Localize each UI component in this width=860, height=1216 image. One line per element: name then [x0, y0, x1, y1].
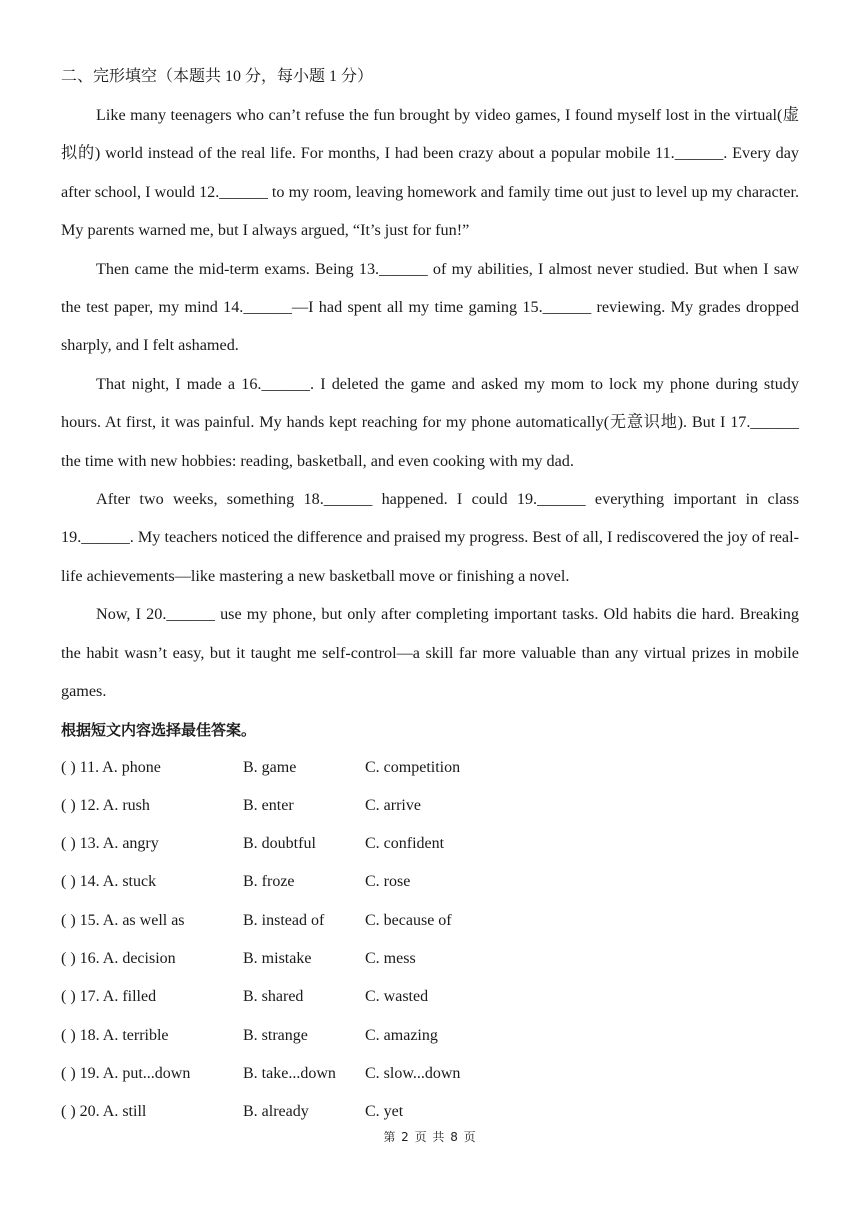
question-row	[61, 978, 799, 1016]
question-option-a: ( ) 16. A. decision	[61, 949, 176, 967]
question-option-c: C. wasted	[365, 988, 429, 1006]
instructions: 根据短文内容选择最佳答案。	[61, 720, 257, 739]
question-option-c: C. competition	[365, 758, 461, 776]
question-option-b: B. game	[243, 758, 297, 776]
question-option-a: ( ) 13. A. angry	[61, 835, 159, 853]
question-option-b: B. enter	[243, 796, 294, 814]
passage-paragraph: Like many teenagers who can’t refuse the fun brought by video games, I found myself lost in the virtual(虚拟的) world instead of the real life. For months, I had been crazy about a popular mobile 11.______. Every day after school, I would 12.______ to my room, leaving homework and family time out just to level up my character. My parents warned me, but I always argued, “It’s just for fun!”	[61, 106, 799, 240]
exam-page	[61, 58, 799, 1131]
question-option-a: ( ) 12. A. rush	[61, 796, 150, 814]
question-row	[61, 787, 799, 825]
question-option-a: ( ) 15. A. as well as	[61, 911, 185, 929]
question-option-a: ( ) 20. A. still	[61, 1103, 147, 1121]
question-option-a: ( ) 11. A. phone	[61, 758, 161, 776]
question-option-a: ( ) 14. A. stuck	[61, 873, 157, 891]
question-row	[61, 902, 799, 940]
question-option-b: B. froze	[243, 873, 295, 891]
question-row	[61, 749, 799, 787]
question-row	[61, 863, 799, 901]
section-title: 二、完形填空（本题共 10 分，每小题 1 分）	[61, 68, 374, 85]
question-option-b: B. doubtful	[243, 835, 316, 853]
question-option-c: C. because of	[365, 911, 452, 929]
passage	[61, 96, 799, 711]
page-number-footer: 第 2 页 共 8 页	[383, 1130, 477, 1144]
question-option-c: C. slow...down	[365, 1064, 461, 1082]
question-option-c: C. yet	[365, 1103, 404, 1121]
passage-paragraph: Now, I 20.______ use my phone, but only after completing important tasks. Old habits die hard. Breaking the habit wasn’t easy, but it taught me self-control—a skill far more valuable than any virtual prizes in mobile games.	[61, 605, 799, 701]
question-row	[61, 940, 799, 978]
question-option-c: C. arrive	[365, 796, 421, 814]
question-row	[61, 825, 799, 863]
question-list	[61, 749, 799, 1132]
question-option-b: B. already	[243, 1103, 309, 1121]
passage-paragraph: After two weeks, something 18.______ happened. I could 19.______ everything important in class 19.______. My teachers noticed the difference and praised my progress. Best of all, I rediscovered the joy of real-life achievements—like mastering a new basketball move or finishing a novel.	[61, 490, 799, 585]
question-option-c: C. confident	[365, 835, 445, 853]
question-option-a: ( ) 18. A. terrible	[61, 1026, 169, 1044]
question-row	[61, 1017, 799, 1055]
question-option-b: B. instead of	[243, 911, 325, 929]
question-option-b: B. mistake	[243, 949, 312, 967]
question-option-a: ( ) 17. A. filled	[61, 988, 157, 1006]
question-row	[61, 1093, 799, 1131]
question-option-b: B. shared	[243, 988, 304, 1006]
question-option-c: C. amazing	[365, 1026, 438, 1044]
question-option-c: C. rose	[365, 873, 411, 891]
question-option-c: C. mess	[365, 949, 416, 967]
question-option-b: B. take...down	[243, 1064, 336, 1082]
passage-paragraph: Then came the mid-term exams. Being 13.______ of my abilities, I almost never studied. But when I saw the test paper, my mind 14.______—I had spent all my time gaming 15.______ reviewing. My grades dropped sharply, and I felt ashamed.	[61, 259, 799, 355]
passage-paragraph: That night, I made a 16.______. I deleted the game and asked my mom to lock my phone during study hours. At first, it was painful. My hands kept reaching for my phone automatically(无意识地). But I 17.______ the time with new hobbies: reading, basketball, and even cooking with my dad.	[61, 374, 799, 470]
question-row	[61, 1055, 799, 1093]
question-option-a: ( ) 19. A. put...down	[61, 1064, 191, 1082]
question-option-b: B. strange	[243, 1026, 308, 1044]
